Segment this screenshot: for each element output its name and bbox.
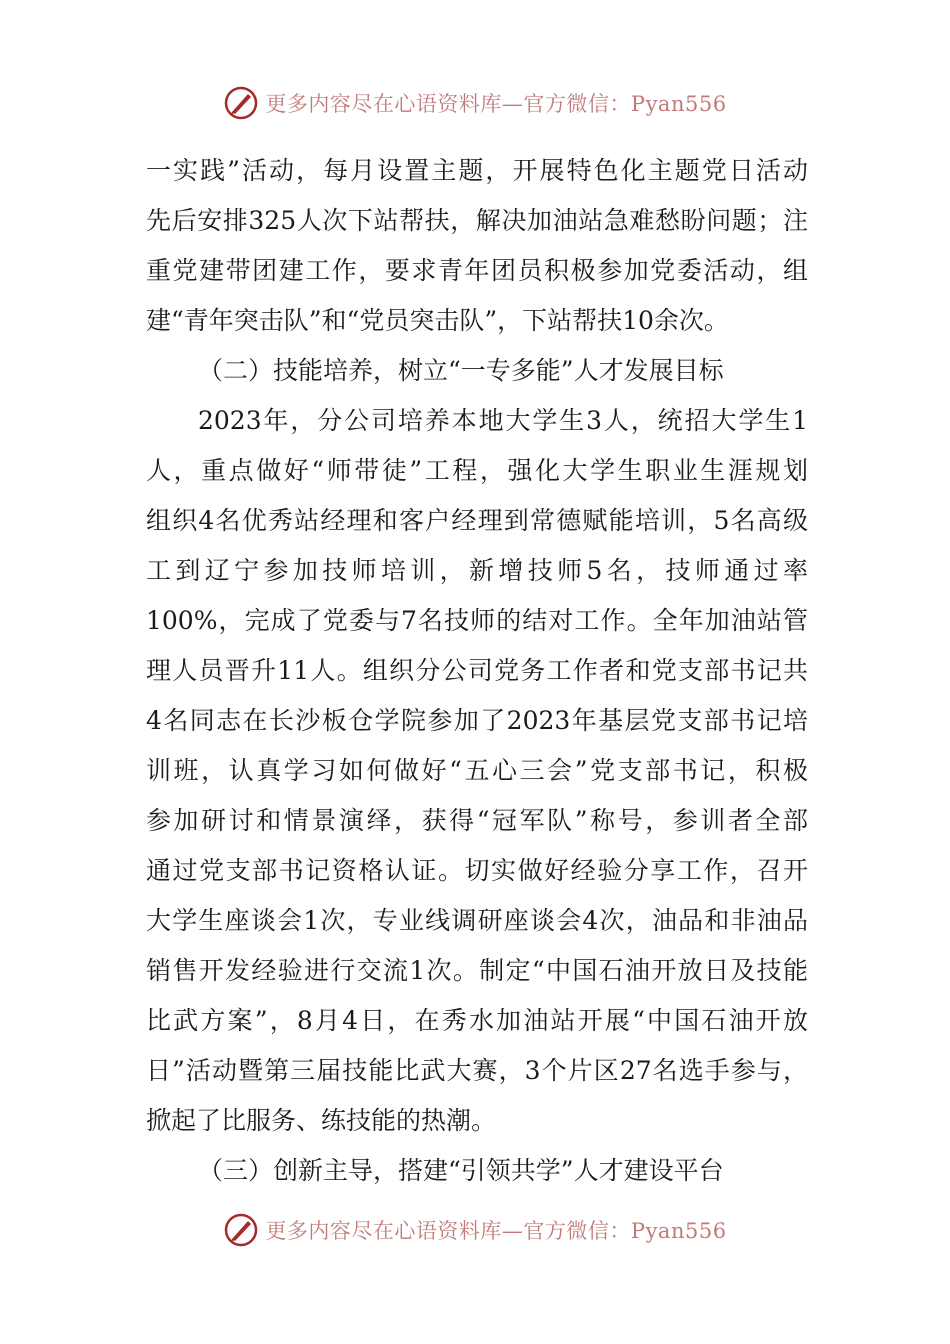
footer-watermark: [0, 1210, 950, 1250]
text-line: 掀起了比服务、练技能的热潮。: [146, 1106, 497, 1135]
pen-logo-icon: [223, 1212, 259, 1248]
header-watermark: [0, 83, 950, 123]
text-line: 先后安排325人次下站帮扶，解决加油站急难愁盼问题；注: [146, 206, 808, 235]
section-heading: （三）创新主导，搭建“引领共学”人才建设平台: [198, 1156, 724, 1185]
text-line: 4名同志在长沙板仓学院参加了2023年基层党支部书记培: [146, 706, 808, 735]
text-line: 大学生座谈会1次，专业线调研座谈会4次，油品和非油品: [146, 906, 808, 935]
text-line: 日”活动暨第三届技能比武大赛，3个片区27名选手参与，: [146, 1056, 808, 1085]
text-line: 一实践”活动，每月设置主题，开展特色化主题党日活动: [146, 156, 808, 185]
text-line: 训班，认真学习如何做好“五心三会”党支部书记，积极: [146, 756, 808, 785]
text-line: 比武方案”，8月4日，在秀水加油站开展“中国石油开放: [146, 1006, 808, 1035]
watermark-text: 更多内容尽在心语资料库—官方微信：Pyan556: [265, 92, 727, 116]
section-heading: （二）技能培养，树立“一专多能”人才发展目标: [198, 356, 724, 385]
text-line: 工到辽宁参加技师培训，新增技师5名，技师通过率: [146, 556, 808, 585]
text-line: 人，重点做好“师带徒”工程，强化大学生职业生涯规划: [146, 456, 808, 485]
text-line: 重党建带团建工作，要求青年团员积极参加党委活动，组: [146, 256, 808, 285]
pen-logo-icon: [223, 85, 259, 121]
text-line: 参加研讨和情景演绎，获得“冠军队”称号，参训者全部: [146, 806, 808, 835]
text-line: 通过党支部书记资格认证。切实做好经验分享工作，召开: [146, 856, 808, 885]
text-line: 理人员晋升11人。组织分公司党务工作者和党支部书记共: [146, 656, 808, 685]
document-body: [146, 146, 808, 1196]
text-line: 100%，完成了党委与7名技师的结对工作。全年加油站管: [146, 606, 808, 635]
text-line: 2023年，分公司培养本地大学生3人，统招大学生1: [198, 406, 808, 435]
text-line: 组织4名优秀站经理和客户经理到常德赋能培训，5名高级: [146, 506, 808, 535]
text-line: 销售开发经验进行交流1次。制定“中国石油开放日及技能: [146, 956, 808, 985]
watermark-text: 更多内容尽在心语资料库—官方微信：Pyan556: [265, 1219, 727, 1243]
text-line: 建“青年突击队”和“党员突击队”，下站帮扶10余次。: [146, 306, 729, 335]
